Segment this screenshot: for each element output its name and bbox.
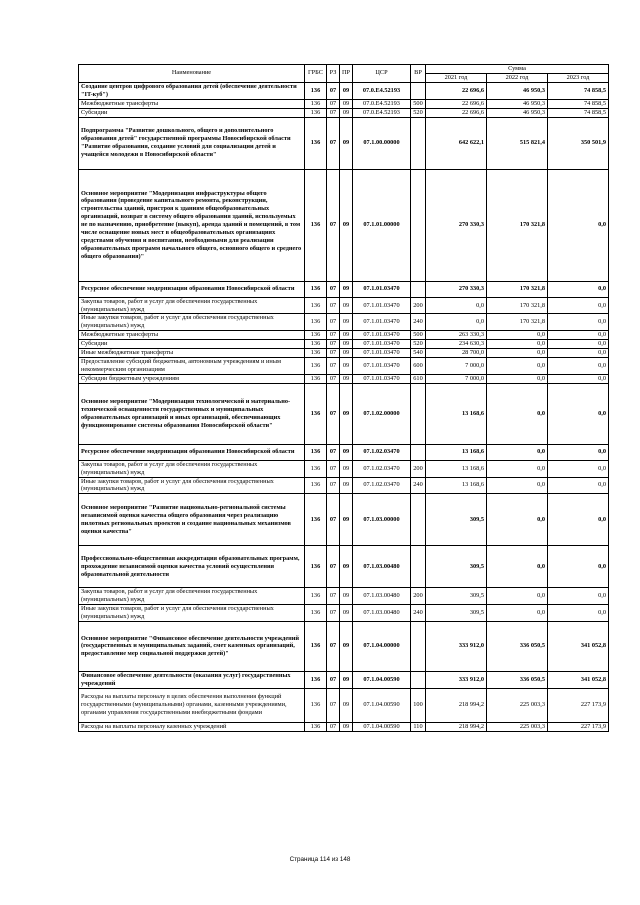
cell-y2023: 0,0 (548, 605, 609, 622)
cell-pr: 09 (340, 588, 353, 605)
cell-y2023: 0,0 (548, 494, 609, 546)
cell-y2021: 309,5 (426, 494, 487, 546)
cell-y2021: 7 000,0 (426, 357, 487, 374)
table-row (79, 621, 609, 671)
cell-vr (411, 444, 426, 460)
cell-rz: 07 (327, 477, 340, 494)
cell-pr: 09 (340, 494, 353, 546)
table-row (79, 374, 609, 383)
table-row (79, 349, 609, 358)
cell-pr: 09 (340, 297, 353, 314)
cell-y2021: 309,5 (426, 546, 487, 588)
cell-grbs: 136 (305, 546, 327, 588)
cell-y2023: 0,0 (548, 169, 609, 281)
cell-name: Межбюджетные трансферты (79, 331, 305, 340)
cell-grbs: 136 (305, 588, 327, 605)
page-number: Страница 114 из 148 (289, 856, 351, 863)
cell-name: Закупка товаров, работ и услуг для обеспечения государственных (муниципальных) нужд (79, 588, 305, 605)
table-row (79, 340, 609, 349)
cell-csr: 07.1.02.03470 (353, 477, 411, 494)
cell-grbs: 136 (305, 605, 327, 622)
cell-rz: 07 (327, 621, 340, 671)
cell-y2022: 0,0 (487, 444, 548, 460)
cell-name: Межбюджетные трансферты (79, 99, 305, 108)
cell-grbs: 136 (305, 340, 327, 349)
cell-csr: 07.0.E4.52193 (353, 99, 411, 108)
cell-vr: 520 (411, 340, 426, 349)
cell-y2023: 227 173,9 (548, 722, 609, 731)
cell-y2021: 7 000,0 (426, 374, 487, 383)
cell-csr: 07.1.04.00590 (353, 688, 411, 722)
cell-vr: 200 (411, 588, 426, 605)
cell-csr: 07.1.04.00590 (353, 722, 411, 731)
table-row (79, 671, 609, 688)
cell-name: Расходы на выплаты персоналу казенных учреждений (79, 722, 305, 731)
cell-csr: 07.1.03.00480 (353, 546, 411, 588)
cell-rz: 07 (327, 99, 340, 108)
cell-rz: 07 (327, 374, 340, 383)
cell-csr: 07.1.01.00000 (353, 169, 411, 281)
cell-rz: 07 (327, 108, 340, 117)
cell-rz: 07 (327, 494, 340, 546)
cell-rz: 07 (327, 314, 340, 331)
cell-y2021: 270 330,3 (426, 169, 487, 281)
cell-vr (411, 671, 426, 688)
cell-csr: 07.1.04.00590 (353, 671, 411, 688)
cell-grbs: 136 (305, 444, 327, 460)
cell-vr (411, 494, 426, 546)
cell-rz: 07 (327, 383, 340, 444)
cell-csr: 07.1.02.03470 (353, 460, 411, 477)
cell-y2021: 218 994,2 (426, 688, 487, 722)
cell-name: Субсидии (79, 340, 305, 349)
cell-name: Основное мероприятие "Развитие национально-региональной системы независимой оценки качества общего образования через реализацию пилотных региональных проектов и создание национальных механизмов оценки качества" (79, 494, 305, 546)
cell-pr: 09 (340, 605, 353, 622)
cell-rz: 07 (327, 688, 340, 722)
table-row (79, 82, 609, 99)
cell-grbs: 136 (305, 99, 327, 108)
cell-vr: 240 (411, 605, 426, 622)
cell-pr: 09 (340, 82, 353, 99)
cell-vr: 100 (411, 688, 426, 722)
cell-vr (411, 82, 426, 99)
cell-y2022: 0,0 (487, 349, 548, 358)
cell-rz: 07 (327, 340, 340, 349)
cell-csr: 07.1.03.00480 (353, 605, 411, 622)
cell-y2022: 170 321,8 (487, 281, 548, 297)
cell-rz: 07 (327, 605, 340, 622)
cell-grbs: 136 (305, 108, 327, 117)
cell-y2023: 0,0 (548, 444, 609, 460)
table-row (79, 297, 609, 314)
table-row (79, 314, 609, 331)
cell-y2023: 0,0 (548, 281, 609, 297)
cell-name: Создание центров цифрового образования детей (обеспечение деятельности "IT-куб") (79, 82, 305, 99)
cell-y2022: 170 321,8 (487, 314, 548, 331)
col-name-header: Наименование (79, 65, 305, 83)
cell-grbs: 136 (305, 460, 327, 477)
cell-vr (411, 621, 426, 671)
cell-y2023: 0,0 (548, 477, 609, 494)
cell-csr: 07.1.00.00000 (353, 117, 411, 169)
table-row (79, 722, 609, 731)
table-row (79, 383, 609, 444)
cell-name: Финансовое обеспечение деятельности (оказания услуг) государственных учреждений (79, 671, 305, 688)
cell-csr: 07.1.01.03470 (353, 374, 411, 383)
cell-grbs: 136 (305, 331, 327, 340)
cell-name: Иные закупки товаров, работ и услуг для обеспечения государственных (муниципальных) нужд (79, 314, 305, 331)
cell-rz: 07 (327, 671, 340, 688)
cell-y2022: 0,0 (487, 477, 548, 494)
cell-y2021: 13 168,6 (426, 444, 487, 460)
cell-y2021: 28 700,0 (426, 349, 487, 358)
cell-grbs: 136 (305, 722, 327, 731)
cell-vr (411, 546, 426, 588)
col-vr-header: ВР (411, 65, 426, 83)
cell-y2021: 218 994,2 (426, 722, 487, 731)
cell-y2022: 46 950,3 (487, 99, 548, 108)
cell-grbs: 136 (305, 671, 327, 688)
cell-pr: 09 (340, 383, 353, 444)
cell-csr: 07.1.01.03470 (353, 340, 411, 349)
col-pr-header: ПР (340, 65, 353, 83)
cell-y2021: 333 912,0 (426, 671, 487, 688)
cell-y2023: 0,0 (548, 546, 609, 588)
cell-vr (411, 169, 426, 281)
cell-vr: 240 (411, 314, 426, 331)
cell-y2022: 46 950,3 (487, 82, 548, 99)
cell-y2021: 13 168,6 (426, 383, 487, 444)
cell-vr: 110 (411, 722, 426, 731)
cell-grbs: 136 (305, 383, 327, 444)
cell-pr: 09 (340, 688, 353, 722)
cell-rz: 07 (327, 331, 340, 340)
cell-y2023: 0,0 (548, 588, 609, 605)
table-row (79, 331, 609, 340)
col-2021-header: 2021 год (426, 73, 487, 82)
cell-pr: 09 (340, 331, 353, 340)
cell-name: Закупка товаров, работ и услуг для обеспечения государственных (муниципальных) нужд (79, 460, 305, 477)
cell-y2022: 0,0 (487, 546, 548, 588)
cell-csr: 07.1.01.03470 (353, 349, 411, 358)
cell-y2021: 309,5 (426, 605, 487, 622)
cell-y2021: 22 696,6 (426, 108, 487, 117)
cell-grbs: 136 (305, 281, 327, 297)
cell-pr: 09 (340, 357, 353, 374)
cell-vr: 500 (411, 331, 426, 340)
cell-y2023: 0,0 (548, 383, 609, 444)
table-row (79, 357, 609, 374)
cell-rz: 07 (327, 546, 340, 588)
cell-y2021: 309,5 (426, 588, 487, 605)
table-row (79, 494, 609, 546)
col-csr-header: ЦСР (353, 65, 411, 83)
cell-y2021: 22 696,6 (426, 99, 487, 108)
cell-y2023: 0,0 (548, 349, 609, 358)
cell-grbs: 136 (305, 117, 327, 169)
cell-rz: 07 (327, 297, 340, 314)
col-2022-header: 2022 год (487, 73, 548, 82)
cell-y2022: 0,0 (487, 374, 548, 383)
cell-rz: 07 (327, 82, 340, 99)
cell-pr: 09 (340, 99, 353, 108)
cell-grbs: 136 (305, 297, 327, 314)
table-row (79, 169, 609, 281)
cell-y2021: 22 696,6 (426, 82, 487, 99)
cell-y2023: 0,0 (548, 374, 609, 383)
table-row (79, 108, 609, 117)
cell-pr: 09 (340, 340, 353, 349)
cell-grbs: 136 (305, 82, 327, 99)
cell-pr: 09 (340, 460, 353, 477)
cell-y2022: 46 950,3 (487, 108, 548, 117)
col-sum-header: Сумма (426, 65, 609, 74)
cell-name: Основное мероприятие "Модернизация технологической и материально-технической оснащенности государственных и муниципальных образовательных организаций и иных организаций, обеспечивающих функционирование системы образования Новосибирской области" (79, 383, 305, 444)
cell-name: Предоставление субсидий бюджетным, автономным учреждениям и иным некоммерческим организациям (79, 357, 305, 374)
table-row (79, 460, 609, 477)
cell-name: Иные закупки товаров, работ и услуг для обеспечения государственных (муниципальных) нужд (79, 477, 305, 494)
cell-y2023: 0,0 (548, 314, 609, 331)
cell-name: Подпрограмма "Развитие дошкольного, общего и дополнительного образования детей" государственной программы Новосибирской области "Развитие образования, создание условий для социализации детей и учащейся молодежи в Новосибирской области" (79, 117, 305, 169)
cell-pr: 09 (340, 281, 353, 297)
cell-y2023: 74 858,5 (548, 99, 609, 108)
col-grbs-header: ГРБС (305, 65, 327, 83)
cell-rz: 07 (327, 349, 340, 358)
cell-vr: 520 (411, 108, 426, 117)
cell-y2021: 263 330,3 (426, 331, 487, 340)
cell-vr (411, 117, 426, 169)
table-row (79, 546, 609, 588)
cell-grbs: 136 (305, 477, 327, 494)
cell-y2021: 0,0 (426, 314, 487, 331)
cell-y2022: 515 821,4 (487, 117, 548, 169)
cell-name: Иные закупки товаров, работ и услуг для обеспечения государственных (муниципальных) нужд (79, 605, 305, 622)
budget-table (78, 64, 609, 732)
header-row-top (79, 65, 609, 74)
cell-y2023: 227 173,9 (548, 688, 609, 722)
cell-csr: 07.1.01.03470 (353, 281, 411, 297)
cell-grbs: 136 (305, 494, 327, 546)
cell-csr: 07.1.01.03470 (353, 297, 411, 314)
cell-name: Ресурсное обеспечение модернизации образования Новосибирской области (79, 444, 305, 460)
cell-name: Профессионально-общественная аккредитация образовательных программ, прохождение независимой оценки качества условий осуществления образовательной деятельности (79, 546, 305, 588)
cell-y2022: 170 321,8 (487, 297, 548, 314)
cell-y2023: 341 052,8 (548, 621, 609, 671)
cell-y2022: 0,0 (487, 494, 548, 546)
cell-y2022: 170 321,8 (487, 169, 548, 281)
cell-y2023: 350 501,9 (548, 117, 609, 169)
cell-y2021: 13 168,6 (426, 477, 487, 494)
cell-y2022: 0,0 (487, 588, 548, 605)
cell-csr: 07.0.E4.52193 (353, 108, 411, 117)
cell-rz: 07 (327, 722, 340, 731)
cell-rz: 07 (327, 117, 340, 169)
cell-rz: 07 (327, 588, 340, 605)
cell-pr: 09 (340, 546, 353, 588)
cell-pr: 09 (340, 621, 353, 671)
cell-y2023: 0,0 (548, 340, 609, 349)
col-2023-header: 2023 год (548, 73, 609, 82)
cell-csr: 07.1.04.00000 (353, 621, 411, 671)
cell-y2022: 0,0 (487, 331, 548, 340)
cell-pr: 09 (340, 444, 353, 460)
table-row (79, 117, 609, 169)
cell-pr: 09 (340, 722, 353, 731)
cell-y2023: 0,0 (548, 357, 609, 374)
cell-y2023: 341 052,8 (548, 671, 609, 688)
cell-pr: 09 (340, 314, 353, 331)
cell-name: Иные межбюджетные трансферты (79, 349, 305, 358)
cell-y2021: 234 630,3 (426, 340, 487, 349)
cell-vr: 500 (411, 99, 426, 108)
cell-rz: 07 (327, 460, 340, 477)
cell-vr: 540 (411, 349, 426, 358)
cell-y2023: 0,0 (548, 460, 609, 477)
cell-pr: 09 (340, 477, 353, 494)
cell-vr: 200 (411, 297, 426, 314)
cell-pr: 09 (340, 108, 353, 117)
cell-grbs: 136 (305, 621, 327, 671)
cell-name: Основное мероприятие "Модернизация инфраструктуры общего образования (проведение капитального ремонта, реконструкции, строительства зданий, пристроя к зданиям общеобразовательных организаций, возврат в систему общего образования зданий, используемых не по назначению, приобретение (выкуп), аренда зданий и помещений, в том числе оснащение новых мест в общеобразовательных организациях средствами обучения и воспитания, необходимыми для реализации образовательных программ начального общего, основного общего и среднего общего образования)" (79, 169, 305, 281)
table-body (79, 82, 609, 731)
cell-pr: 09 (340, 117, 353, 169)
cell-vr: 200 (411, 460, 426, 477)
table-row (79, 99, 609, 108)
cell-name: Основное мероприятие "Финансовое обеспечение деятельности учреждений (государственных и муниципальных заданий, смет казенных организаций, предоставление мер социальной поддержки детей)" (79, 621, 305, 671)
cell-csr: 07.0.E4.52193 (353, 82, 411, 99)
cell-name: Субсидии бюджетным учреждениям (79, 374, 305, 383)
cell-vr (411, 383, 426, 444)
cell-name: Закупка товаров, работ и услуг для обеспечения государственных (муниципальных) нужд (79, 297, 305, 314)
cell-pr: 09 (340, 349, 353, 358)
cell-y2022: 0,0 (487, 357, 548, 374)
cell-y2021: 642 622,1 (426, 117, 487, 169)
cell-y2022: 0,0 (487, 340, 548, 349)
cell-vr: 610 (411, 374, 426, 383)
cell-name: Расходы на выплаты персоналу в целях обеспечения выполнения функций государственными (муниципальными) органами, казенными учреждениями, органами управления государственными внебюджетными фондами (79, 688, 305, 722)
cell-rz: 07 (327, 281, 340, 297)
cell-csr: 07.1.02.00000 (353, 383, 411, 444)
cell-y2023: 74 858,5 (548, 82, 609, 99)
cell-y2022: 0,0 (487, 605, 548, 622)
col-rz-header: РЗ (327, 65, 340, 83)
table-row (79, 477, 609, 494)
cell-y2021: 13 168,6 (426, 460, 487, 477)
cell-pr: 09 (340, 671, 353, 688)
cell-csr: 07.1.02.03470 (353, 444, 411, 460)
cell-vr: 240 (411, 477, 426, 494)
cell-y2022: 0,0 (487, 383, 548, 444)
cell-y2022: 225 003,3 (487, 722, 548, 731)
cell-name: Субсидии (79, 108, 305, 117)
cell-y2023: 0,0 (548, 297, 609, 314)
cell-vr (411, 281, 426, 297)
table-row (79, 281, 609, 297)
cell-y2022: 336 050,5 (487, 671, 548, 688)
cell-csr: 07.1.03.00000 (353, 494, 411, 546)
cell-y2022: 225 003,3 (487, 688, 548, 722)
cell-csr: 07.1.01.03470 (353, 357, 411, 374)
cell-grbs: 136 (305, 349, 327, 358)
cell-grbs: 136 (305, 357, 327, 374)
table-row (79, 588, 609, 605)
cell-y2022: 336 050,5 (487, 621, 548, 671)
cell-pr: 09 (340, 169, 353, 281)
cell-csr: 07.1.01.03470 (353, 314, 411, 331)
cell-y2021: 0,0 (426, 297, 487, 314)
table-row (79, 605, 609, 622)
cell-csr: 07.1.03.00480 (353, 588, 411, 605)
cell-grbs: 136 (305, 688, 327, 722)
cell-vr: 600 (411, 357, 426, 374)
cell-name: Ресурсное обеспечение модернизации образования Новосибирской области (79, 281, 305, 297)
cell-pr: 09 (340, 374, 353, 383)
table-row (79, 444, 609, 460)
cell-grbs: 136 (305, 314, 327, 331)
budget-sheet (78, 64, 608, 732)
cell-rz: 07 (327, 357, 340, 374)
cell-y2021: 333 912,0 (426, 621, 487, 671)
cell-grbs: 136 (305, 374, 327, 383)
cell-rz: 07 (327, 169, 340, 281)
cell-y2023: 0,0 (548, 331, 609, 340)
table-row (79, 688, 609, 722)
cell-y2023: 74 858,5 (548, 108, 609, 117)
cell-grbs: 136 (305, 169, 327, 281)
cell-csr: 07.1.01.03470 (353, 331, 411, 340)
cell-y2022: 0,0 (487, 460, 548, 477)
cell-rz: 07 (327, 444, 340, 460)
cell-y2021: 270 330,3 (426, 281, 487, 297)
